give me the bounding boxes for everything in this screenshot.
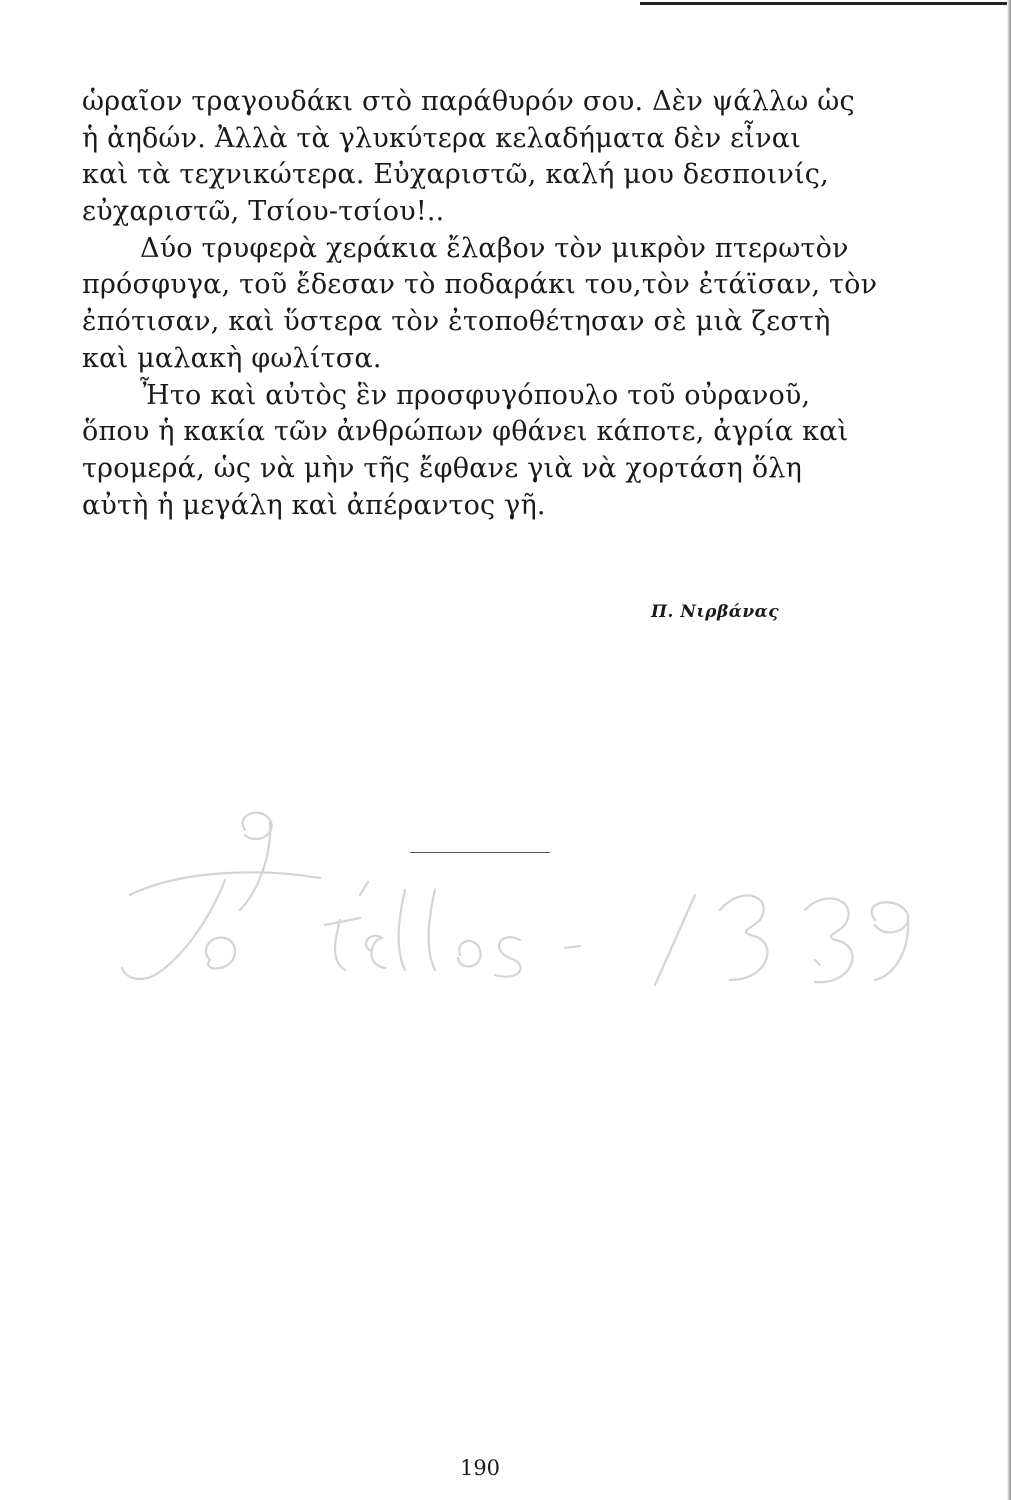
body-text — [82, 84, 882, 524]
text-line: ἡ ἀηδών. Ἀλλὰ τὰ γλυκύτερα κελαδήματα δὲν εἶναι — [82, 122, 801, 154]
text-line: ἐπότισαν, καὶ ὕστερα τὸν ἐτοποθέτησαν σὲ μιὰ ζεστὴ — [82, 306, 831, 338]
text-line: πρόσφυγα, τοῦ ἔδεσαν τὸ ποδαράκι του,τὸν ἐτάϊσαν, τὸν — [82, 269, 878, 301]
top-edge-rule — [640, 2, 1011, 5]
text-line-paragraph-start: Ἦτο καὶ αὐτὸς ἓν προσφυγόπουλο τοῦ οὐρανοῦ, — [140, 379, 811, 411]
text-line-paragraph-start: Δύο τρυφερὰ χεράκια ἔλαβον τὸν μικρὸν πτερωτὸν — [140, 232, 849, 264]
text-line: ὡραῖον τραγουδάκι στὸ παράθυρόν σου. Δὲν ψάλλω ὡς — [82, 86, 855, 117]
handwritten-note — [60, 800, 920, 1020]
text-line: εὐχαριστῶ, Τσίου-τσίου!.. — [82, 196, 445, 228]
text-line: ὅπου ἡ κακία τῶν ἀνθρώπων φθάνει κάποτε, ἀγρία καὶ — [82, 416, 849, 448]
text-line: τρομερά, ὡς νὰ μὴν τῆς ἔφθανε γιὰ νὰ χορτάση ὅλη — [82, 452, 802, 484]
page-number: 190 — [459, 1456, 501, 1480]
text-line: καὶ μαλακὴ φωλίτσα. — [82, 342, 382, 374]
author-signature: Π. Νιρβάνας — [651, 602, 780, 622]
text-line: αὐτὴ ἡ μεγάλη καὶ ἀπέραντος γῆ. — [82, 489, 546, 521]
page-edge-shadow — [1007, 0, 1011, 1500]
text-line: καὶ τὰ τεχνικώτερα. Εὐχαριστῶ, καλή μου δεσποινίς, — [82, 159, 829, 191]
